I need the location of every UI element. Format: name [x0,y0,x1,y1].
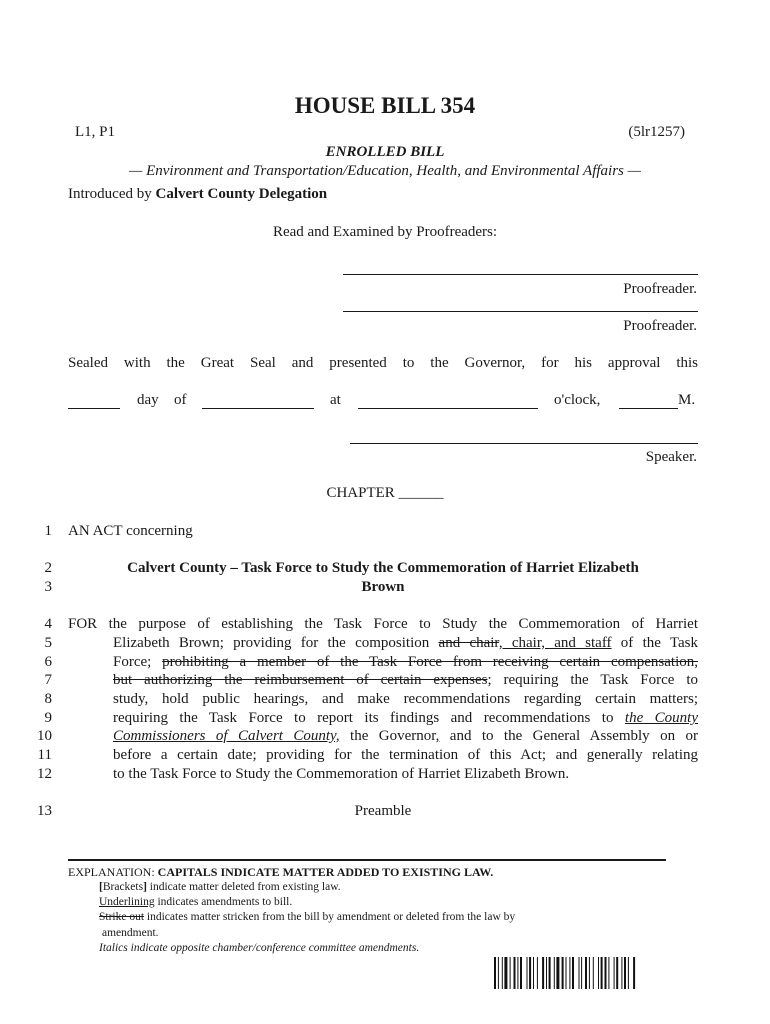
proofreader-signature-line-1 [343,274,698,275]
time-blank [358,394,538,409]
explanation-underlining [99,896,292,908]
purpose-line: FOR the purpose of establishing the Task Force to Study the Commemoration of Harriet [68,616,698,632]
barcode-bar [598,957,599,989]
barcode-bar [569,957,570,989]
m-label: M. [678,392,696,408]
amended-text: , chair, and staff [498,635,612,651]
barcode-bar [601,957,603,989]
month-blank [202,394,314,409]
proofreader-signature-line-2 [343,311,698,312]
barcode-bar [502,957,503,989]
preamble-heading: Preamble [354,803,412,819]
purpose-text: the Governor [339,728,436,744]
line-number: 5 [44,635,52,651]
act-concerning: AN ACT concerning [68,523,193,539]
barcode-bar [546,957,547,989]
line-number: 8 [44,691,52,707]
barcode-bar [605,957,607,989]
explanation-brackets [99,881,341,893]
barcode-bar [616,957,618,989]
at-label: at [330,392,341,408]
purpose-text: of the Task [611,635,698,651]
line-number: 2 [44,560,52,576]
meridiem-blank [619,394,678,409]
subject-codes: L1, P1 [75,124,116,140]
proofreader-label-1: Proofreader. [623,281,697,297]
barcode-bar [562,957,564,989]
speaker-signature-line [350,443,698,444]
line-number: 1 [44,523,52,539]
barcode-bar [529,957,531,989]
brackets-word: Brackets [102,881,144,893]
barcode-bar [527,957,528,989]
bill-title: HOUSE BILL 354 [294,93,476,118]
bracket-glyph: [ [99,881,103,893]
barcode-bar [494,957,496,989]
barcode-bar [510,957,511,989]
purpose-text: and to the General Assembly on or [439,728,698,744]
barcode-bar [614,957,615,989]
capitals-note: CAPITALS INDICATE MATTER ADDED TO EXISTING LAW. [157,865,494,879]
barcode-bar [520,957,522,989]
barcode-bar [514,957,516,989]
barcode-bar [633,957,635,989]
stricken-text: and chair [438,635,499,651]
speaker-label: Speaker. [645,449,697,465]
barcode-bar [624,957,626,989]
barcode-bar [579,957,580,989]
conference-amendment-text: the County [624,710,698,726]
purpose-line [113,728,698,745]
purpose-text: ; requiring the Task Force to [487,672,698,688]
explanation-rule [68,859,666,861]
brackets-note: indicate matter deleted from existing law. [146,881,341,893]
barcode-bar [581,957,582,989]
bill-status: ENROLLED BILL [325,144,445,160]
barcode-bar [537,957,538,989]
line-number: 7 [44,672,52,688]
barcode-bar [517,957,518,989]
barcode-bar [542,957,544,989]
purpose-line [113,710,698,727]
line-number: 4 [44,616,52,632]
purpose-text: Force; [113,654,163,670]
explanation-label: EXPLANATION: [68,865,155,879]
purpose-line: before a certain date; providing for the termination of this Act; and generally relating [113,747,698,763]
barcode-bar [621,957,622,989]
barcode [494,957,680,989]
committees: — Environment and Transportation/Education, Health, and Environmental Affairs — [129,163,641,179]
line-number: 12 [37,766,52,782]
proofreaders-heading: Read and Examined by Proofreaders: [272,224,498,240]
barcode-bar [554,957,555,989]
barcode-bar [504,957,507,989]
line-number: 9 [44,710,52,726]
stricken-text: prohibiting a member of the Task Force from receiving certain compensation, [162,654,699,670]
barcode-bar [498,957,499,989]
barcode-bar [549,957,551,989]
sealed-statement: Sealed with the Great Seal and presented to the Governor, for his approval this [68,355,698,371]
strikeout-word: Strike out [99,911,145,923]
oclock-label: o'clock, [554,392,601,408]
stricken-text: but authorizing the reimbursement of certain expenses [113,672,488,688]
line-number: 6 [44,654,52,670]
date-time-line [68,392,698,412]
barcode-bar [533,957,534,989]
explanation-capitals [68,865,493,880]
line-number: 13 [37,803,52,819]
underlining-note: indicates amendments to bill. [154,896,293,908]
purpose-line [113,672,698,689]
line-number: 10 [37,728,52,744]
barcode-bar [589,957,590,989]
line-number: 11 [37,747,52,763]
proofreader-label-2: Proofreader. [623,318,697,334]
barcode-bar [593,957,594,989]
bill-short-title-line-2: Brown [361,579,405,595]
amended-text: , [435,728,440,744]
of-label: of [174,392,187,408]
sponsor: Calvert County Delegation [155,186,328,202]
introduced-prefix: Introduced by [68,186,152,202]
purpose-text: Elizabeth Brown; providing for the composition [113,635,439,651]
day-label: day [137,392,159,408]
day-blank [68,394,120,409]
purpose-line [113,654,698,671]
purpose-line [113,635,698,652]
barcode-bar [608,957,609,989]
introduced-by [68,186,327,203]
explanation-strikeout [99,911,515,923]
purpose-line: study, hold public hearings, and make recommendations regarding certain matters; [113,691,698,707]
line-number: 3 [44,579,52,595]
barcode-bar [556,957,559,989]
barcode-bar [628,957,629,989]
strikeout-note: indicates matter stricken from the bill by amendment or deleted from the law by [144,911,516,923]
purpose-line: to the Task Force to Study the Commemoration of Harriet Elizabeth Brown. [113,766,570,782]
explanation-italics: Italics indicate opposite chamber/conference committee amendments. [99,942,420,954]
underlining-word: Underlining [99,896,155,908]
barcode-bar [585,957,587,989]
barcode-bar [572,957,574,989]
purpose-text: requiring the Task Force to report its findings and recommendations to [113,710,625,726]
barcode-bar [566,957,567,989]
conference-amendment-text: Commissioners of Calvert County, [113,728,340,744]
bracket-glyph: ] [143,881,147,893]
draft-number: (5lr1257) [628,124,685,140]
explanation-strikeout-cont: amendment. [102,927,159,939]
bill-short-title-line-1: Calvert County – Task Force to Study the Commemoration of Harriet Elizabeth [127,560,639,576]
chapter-line: CHAPTER ______ [326,485,444,501]
